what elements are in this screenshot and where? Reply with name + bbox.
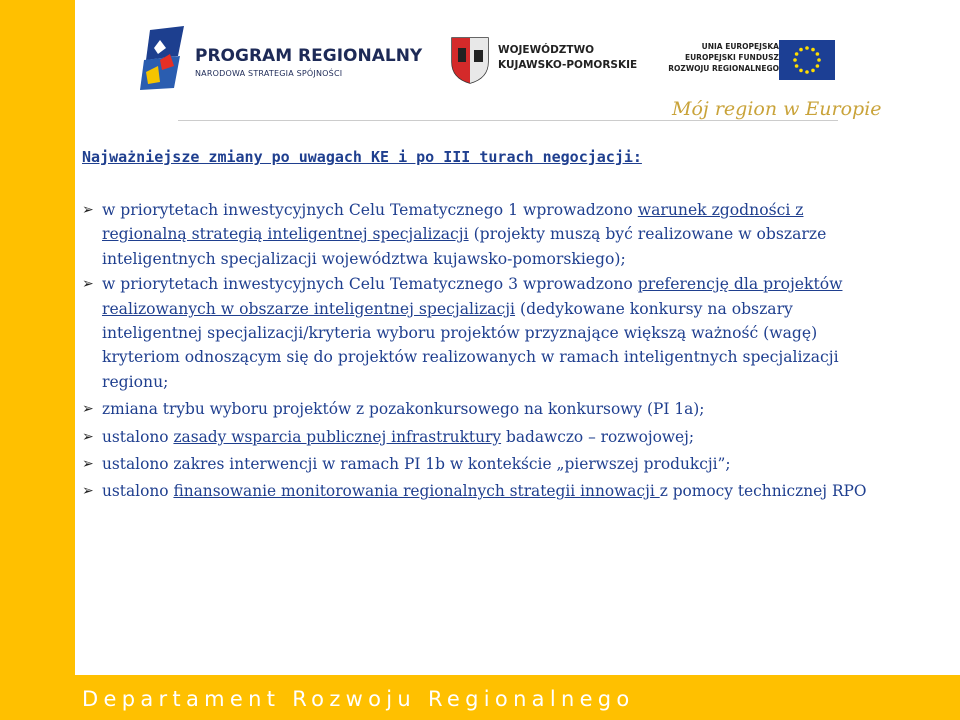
bullet-text: (projekty muszą być realizowane w obszarze inteligentnych specjalizacji województwa kujawsko-pomorskiego);	[102, 225, 827, 268]
bullet-text: badawczo – rozwojowej;	[501, 427, 695, 446]
bullet-item	[82, 397, 892, 421]
bullet-underlined-text: warunek zgodności z regionalną strategią inteligentnej specjalizacji	[102, 201, 804, 244]
voivodeship-crest-icon	[450, 36, 490, 84]
eu-line2: EUROPEJSKI FUNDUSZ	[684, 53, 779, 62]
bullet-text: ustalono	[102, 482, 174, 501]
program-subtitle: NARODOWA STRATEGIA SPÓJNOŚCI	[195, 69, 343, 78]
page-heading: Najważniejsze zmiany po uwagach KE i po III turach negocjacji:	[82, 148, 642, 166]
voivodeship-line1: WOJEWÓDZTWO	[498, 44, 595, 56]
bullet-text: w priorytetach inwestycyjnych Celu Tematycznego 3 wprowadzono	[102, 275, 638, 294]
left-accent-bar	[0, 0, 75, 720]
bullet-item	[82, 425, 892, 449]
eu-line3: ROZWOJU REGIONALNEGO	[668, 64, 779, 73]
program-regionalny-logo	[140, 26, 423, 92]
slogan: Mój region w Europie	[672, 98, 882, 120]
arrow-bullet-icon: ➢	[82, 483, 94, 500]
bullet-item	[82, 452, 892, 476]
arrow-bullet-icon: ➢	[82, 276, 94, 293]
bullet-text: w priorytetach inwestycyjnych Celu Tematycznego 1 wprowadzono	[102, 201, 638, 219]
bullet-underlined-text: finansowanie monitorowania regionalnych strategii innowacji	[173, 482, 660, 501]
eu-flag-icon	[779, 40, 835, 80]
program-title: PROGRAM REGIONALNY	[195, 46, 423, 66]
footer-department: Departament Rozwoju Regionalnego	[82, 687, 635, 711]
bullet-text: ustalono zakres interwencji w ramach PI 1b w kontekście „pierwszej produkcji”;	[102, 455, 731, 474]
header-separator	[178, 120, 838, 121]
voivodeship-logo	[450, 36, 640, 86]
bullet-item	[82, 479, 892, 503]
bullet-text: ustalono	[102, 427, 174, 446]
voivodeship-line2: KUJAWSKO-POMORSKIE	[498, 59, 638, 71]
eu-line1: UNIA EUROPEJSKA	[701, 42, 779, 51]
bullet-item	[82, 198, 892, 271]
arrow-bullet-icon: ➢	[82, 428, 94, 445]
eu-logo	[668, 38, 837, 83]
bullet-text: z pomocy technicznej RPO	[659, 482, 867, 501]
bullet-text: zmiana trybu wyboru projektów z pozakonkursowego na konkursowy (PI 1a);	[102, 400, 705, 419]
arrow-bullet-icon: ➢	[82, 401, 94, 418]
arrow-bullet-icon: ➢	[82, 202, 94, 218]
arrow-bullet-icon: ➢	[82, 456, 94, 473]
bullet-list	[82, 198, 892, 504]
bullet-item	[82, 272, 892, 394]
bullet-underlined-text: zasady wsparcia publicznej infrastruktury	[173, 427, 502, 446]
program-logo-icon	[140, 26, 190, 90]
bullet-text: (dedykowane konkursy na obszary inteligentnej specjalizacji/kryteria wyboru projektów przyznające większą ważność (wagę) kryteriom odnoszącym się do projektów realizowanych w ramach inteligentnych specjalizacji regionu;	[102, 299, 839, 391]
bullet-underlined-text: preferencję dla projektów realizowanych w obszarze inteligentnej specjalizacji	[102, 275, 843, 318]
